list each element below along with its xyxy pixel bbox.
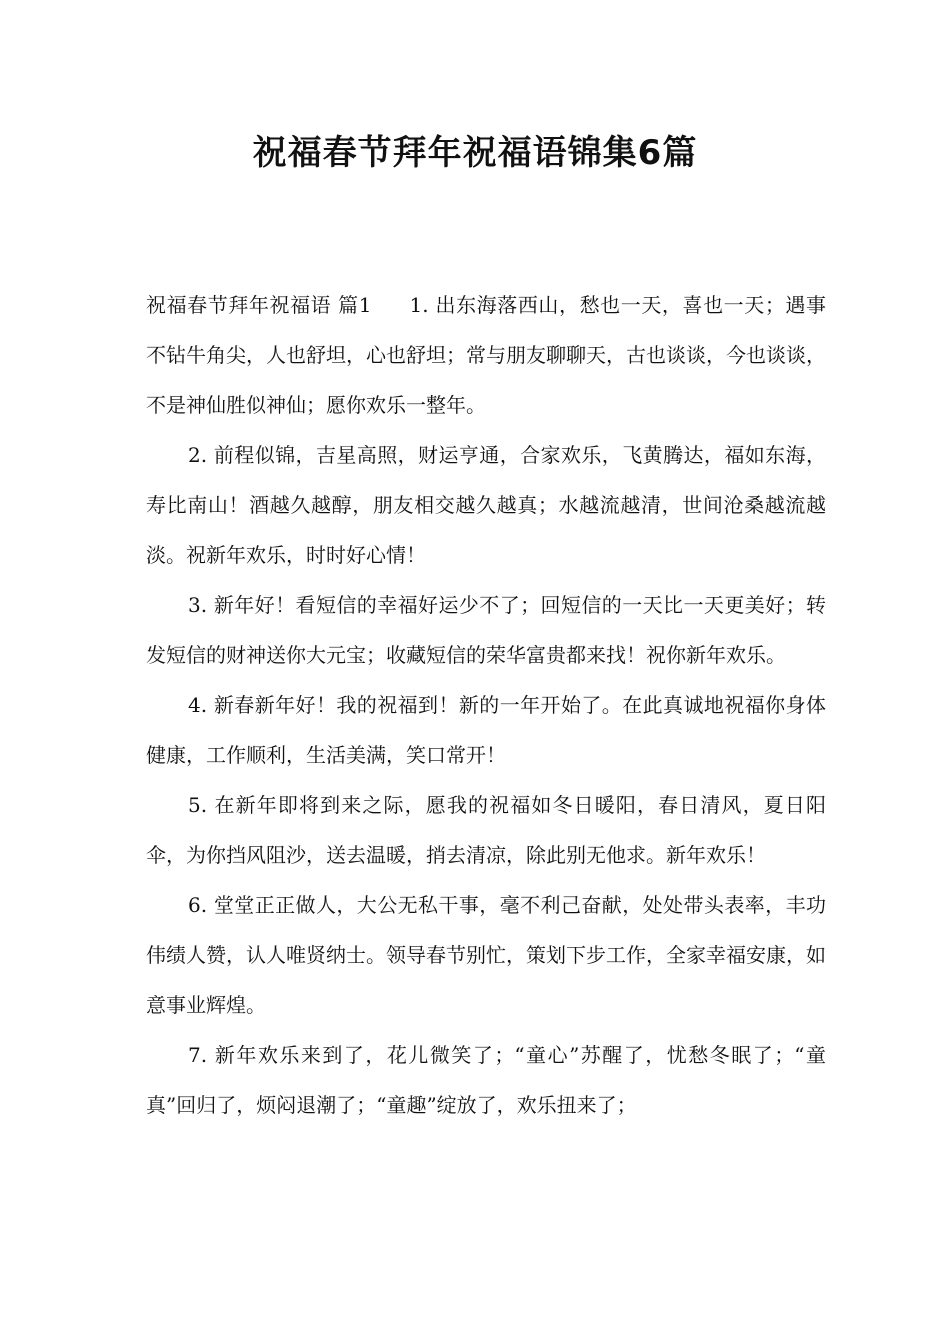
- paragraph-5: 5. 在新年即将到来之际，愿我的祝福如冬日暖阳，春日清风，夏日阳伞，为你挡风阻沙，送去温暖，捎去清凉，除此别无他求。新年欢乐！: [146, 793, 826, 867]
- paragraph-6: 6. 堂堂正正做人，大公无私干事，毫不利己奋献，处处带头表率，丰功伟绩人赞，认人唯贤纳士。领导春节别忙，策划下步工作，全家幸福安康，如意事业辉煌。: [146, 893, 826, 1017]
- paragraph-7: 7. 新年欢乐来到了，花儿微笑了；“童心”苏醒了，忧愁冬眠了；“童真”回归了，烦闷退潮了；“童趣”绽放了，欢乐扭来了；: [146, 1043, 826, 1117]
- section-heading: 祝福春节拜年祝福语 篇1: [146, 293, 372, 317]
- paragraph-4: 4. 新春新年好！我的祝福到！新的一年开始了。在此真诚地祝福你身体健康，工作顺利，生活美满，笑口常开！: [146, 693, 826, 767]
- paragraph-1: [146, 280, 826, 430]
- paragraph-2: 2. 前程似锦，吉星高照，财运亨通，合家欢乐，飞黄腾达，福如东海，寿比南山！酒越久越醇，朋友相交越久越真；水越流越清，世间沧桑越流越淡。祝新年欢乐，时时好心情！: [146, 443, 826, 567]
- page-title: 祝福春节拜年祝福语锦集6篇: [252, 133, 698, 173]
- document-body: [146, 280, 826, 1130]
- paragraph-3: 3. 新年好！看短信的幸福好运少不了；回短信的一天比一天更美好；转发短信的财神送你大元宝；收藏短信的荣华富贵都来找！祝你新年欢乐。: [146, 593, 826, 667]
- paragraph-text: 1. 出东海落西山，愁也一天，喜也一天；遇事不钻牛角尖，人也舒坦，心也舒坦；常与朋友聊聊天，古也谈谈，今也谈谈，不是神仙胜似神仙；愿你欢乐一整年。: [146, 293, 826, 417]
